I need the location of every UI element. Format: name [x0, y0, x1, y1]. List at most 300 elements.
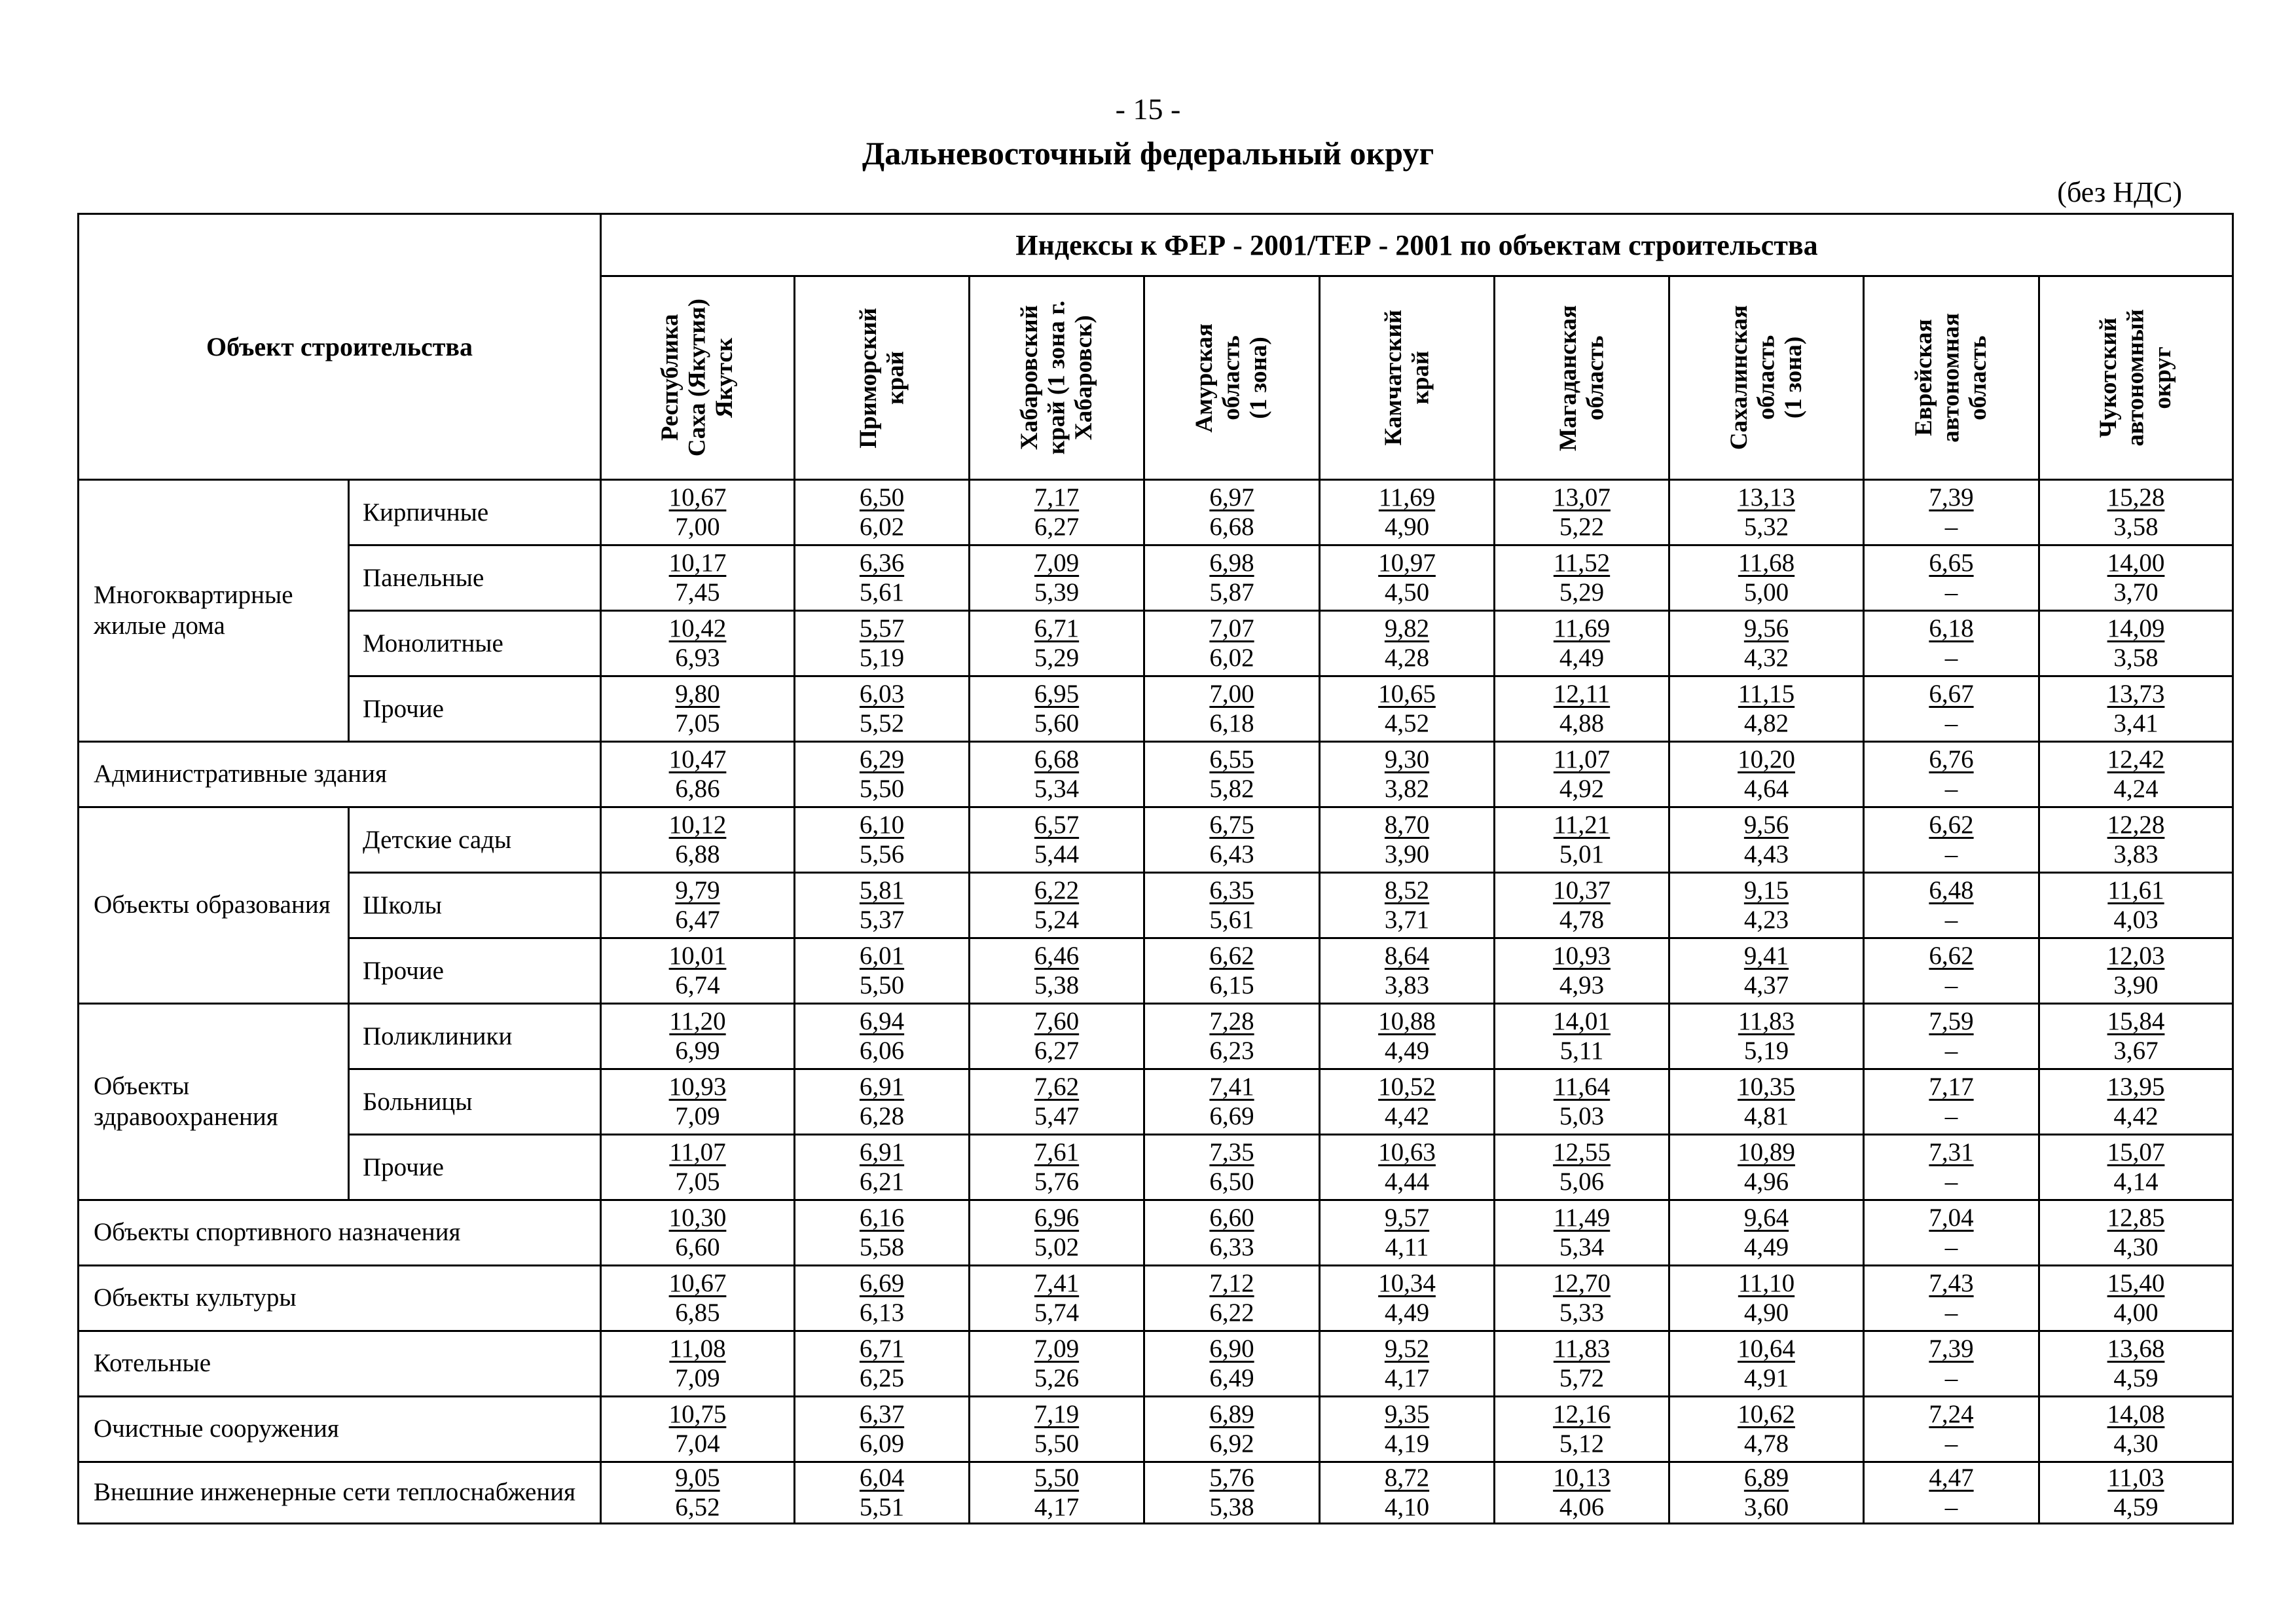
index-value-top: 14,08	[2107, 1399, 2165, 1428]
index-cell	[970, 1135, 1144, 1200]
index-value-bottom: 4,49	[1743, 1232, 1789, 1261]
index-cell	[1864, 1266, 2039, 1331]
index-value-top: 11,69	[1553, 614, 1611, 642]
column-header	[1495, 276, 1669, 480]
index-value-top: 6,90	[1209, 1334, 1254, 1363]
index-cell	[2039, 1200, 2233, 1266]
index-value-bottom: 7,05	[675, 709, 720, 737]
index-value-bottom: 5,11	[1559, 1036, 1604, 1065]
index-value-top: 7,43	[1929, 1268, 1974, 1297]
index-value-bottom: 5,03	[1559, 1101, 1605, 1130]
index-cell	[795, 480, 970, 545]
index-value-top: 12,03	[2107, 941, 2165, 970]
table-row	[79, 1266, 2233, 1331]
index-value-top: 6,18	[1929, 614, 1974, 642]
index-value-top: 6,71	[859, 1334, 905, 1363]
index-cell	[2039, 938, 2233, 1004]
index-value-bottom: 5,50	[859, 970, 905, 999]
index-cell	[1320, 1462, 1495, 1524]
index-value-bottom: 7,09	[675, 1363, 720, 1392]
index-cell	[1864, 676, 2039, 742]
index-value-bottom: 6,50	[1209, 1167, 1254, 1196]
index-value-bottom: 4,28	[1384, 643, 1430, 672]
index-value-top: 6,97	[1209, 483, 1254, 511]
index-value-top: 10,42	[668, 614, 727, 642]
index-value-top: 12,42	[2107, 745, 2165, 773]
index-value-top: 10,93	[668, 1072, 727, 1101]
index-value-bottom: 7,00	[675, 512, 720, 541]
index-value-bottom: 4,00	[2113, 1298, 2159, 1327]
index-value-top: 7,24	[1929, 1399, 1974, 1428]
index-cell	[1864, 1331, 2039, 1397]
index-value-bottom: 7,09	[675, 1101, 720, 1130]
index-value-bottom: 5,19	[1743, 1036, 1789, 1065]
index-value-bottom: 6,86	[675, 774, 720, 803]
row-label: Объекты спортивного назначения	[79, 1200, 601, 1266]
index-value-bottom: 6,68	[1209, 512, 1254, 541]
index-value-top: 11,07	[669, 1137, 726, 1166]
index-value-top: 10,13	[1553, 1463, 1611, 1492]
index-value-top: 10,35	[1738, 1072, 1795, 1101]
index-value-bottom: 4,17	[1384, 1363, 1430, 1392]
index-cell	[1320, 1397, 1495, 1462]
subgroup-label: Прочие	[349, 1135, 601, 1200]
index-value-bottom: 5,32	[1743, 512, 1789, 541]
index-value-bottom: –	[1944, 774, 1958, 803]
index-value-top: 11,20	[669, 1006, 726, 1035]
index-value-top: 10,62	[1738, 1399, 1795, 1428]
index-value-bottom: 6,21	[859, 1167, 905, 1196]
index-cell	[1669, 1069, 1864, 1135]
subgroup-label: Больницы	[349, 1069, 601, 1135]
column-header-label: Еврейская автономная область	[1910, 313, 1992, 443]
index-value-top: 6,76	[1929, 745, 1974, 773]
index-value-top: 13,07	[1553, 483, 1611, 511]
index-value-bottom: 6,85	[675, 1298, 720, 1327]
index-value-top: 13,68	[2107, 1334, 2165, 1363]
index-value-bottom: 6,22	[1209, 1298, 1254, 1327]
index-value-top: 12,28	[2107, 810, 2165, 839]
index-cell	[795, 1331, 970, 1397]
index-cell	[970, 480, 1144, 545]
subgroup-label: Школы	[349, 873, 601, 938]
index-cell	[1864, 742, 2039, 807]
index-cell	[970, 873, 1144, 938]
index-cell	[1320, 1069, 1495, 1135]
index-cell	[2039, 1331, 2233, 1397]
index-cell	[1144, 938, 1320, 1004]
index-value-bottom: 5,74	[1034, 1298, 1080, 1327]
index-value-top: 4,47	[1929, 1463, 1974, 1492]
row-label: Административные здания	[79, 742, 601, 807]
index-value-bottom: 5,19	[859, 643, 905, 672]
column-header-label: Магаданская область	[1554, 304, 1609, 451]
index-cell	[1864, 545, 2039, 611]
index-value-top: 7,28	[1209, 1006, 1254, 1035]
index-cell	[1144, 1135, 1320, 1200]
index-cell	[970, 807, 1144, 873]
index-value-bottom: 3,83	[2113, 840, 2159, 868]
index-cell	[795, 545, 970, 611]
subgroup-label: Прочие	[349, 676, 601, 742]
index-value-bottom: 4,44	[1384, 1167, 1430, 1196]
index-value-top: 12,11	[1553, 679, 1611, 708]
table-row	[79, 1069, 2233, 1135]
index-value-top: 7,39	[1929, 1334, 1974, 1363]
index-value-top: 9,05	[675, 1463, 720, 1492]
index-cell	[1495, 1462, 1669, 1524]
index-cell	[2039, 611, 2233, 676]
index-value-top: 6,03	[859, 679, 905, 708]
index-cell	[795, 611, 970, 676]
index-value-top: 11,69	[1378, 483, 1436, 511]
index-cell	[1320, 1200, 1495, 1266]
index-cell	[2039, 1462, 2233, 1524]
index-cell	[1495, 1397, 1669, 1462]
index-cell	[601, 742, 795, 807]
index-value-bottom: 5,29	[1034, 643, 1080, 672]
index-value-bottom: 4,92	[1559, 774, 1605, 803]
index-value-bottom: 3,58	[2113, 643, 2159, 672]
index-cell	[601, 480, 795, 545]
row-label: Очистные сооружения	[79, 1397, 601, 1462]
index-cell	[601, 1069, 795, 1135]
index-cell	[1495, 742, 1669, 807]
index-value-bottom: 5,60	[1034, 709, 1080, 737]
index-value-bottom: –	[1944, 905, 1958, 934]
index-value-top: 7,41	[1034, 1268, 1080, 1297]
index-value-top: 7,62	[1034, 1072, 1080, 1101]
index-value-top: 13,73	[2107, 679, 2165, 708]
index-value-top: 6,96	[1034, 1203, 1080, 1232]
index-value-bottom: 4,96	[1743, 1167, 1789, 1196]
table-row	[79, 480, 2233, 545]
index-value-top: 6,95	[1034, 679, 1080, 708]
index-value-top: 11,03	[2107, 1463, 2164, 1492]
index-value-top: 9,35	[1384, 1399, 1430, 1428]
index-cell	[601, 1135, 795, 1200]
index-value-top: 10,89	[1738, 1137, 1795, 1166]
index-value-top: 6,75	[1209, 810, 1254, 839]
group-label: Объекты образования	[79, 807, 349, 1004]
index-cell	[1320, 742, 1495, 807]
table-row	[79, 1397, 2233, 1462]
index-value-bottom: –	[1944, 643, 1958, 672]
index-value-bottom: 6,92	[1209, 1429, 1254, 1458]
index-cell	[970, 611, 1144, 676]
index-value-bottom: 4,59	[2113, 1363, 2159, 1392]
index-value-bottom: 4,88	[1559, 709, 1605, 737]
index-value-top: 7,61	[1034, 1137, 1080, 1166]
index-cell	[795, 1135, 970, 1200]
index-value-bottom: 5,02	[1034, 1232, 1080, 1261]
table-row	[79, 1200, 2233, 1266]
index-value-bottom: 4,49	[1384, 1036, 1430, 1065]
index-value-top: 6,94	[859, 1006, 905, 1035]
index-value-top: 6,91	[859, 1072, 905, 1101]
index-value-bottom: 6,23	[1209, 1036, 1254, 1065]
index-value-bottom: 4,19	[1384, 1429, 1430, 1458]
index-cell	[601, 938, 795, 1004]
index-cell	[970, 1004, 1144, 1069]
index-value-top: 15,40	[2107, 1268, 2165, 1297]
index-value-bottom: 4,14	[2113, 1167, 2159, 1196]
index-value-bottom: 6,52	[675, 1492, 720, 1521]
table-row	[79, 611, 2233, 676]
index-value-top: 7,59	[1929, 1006, 1974, 1035]
index-value-bottom: 4,64	[1743, 774, 1789, 803]
index-cell	[1669, 1397, 1864, 1462]
index-cell	[1144, 873, 1320, 938]
index-cell	[795, 807, 970, 873]
index-cell	[1864, 1200, 2039, 1266]
index-cell	[1495, 873, 1669, 938]
index-value-top: 6,50	[859, 483, 905, 511]
table-row	[79, 1004, 2233, 1069]
index-value-top: 9,82	[1384, 614, 1430, 642]
index-cell	[1320, 545, 1495, 611]
index-value-top: 15,28	[2107, 483, 2165, 511]
index-value-bottom: 3,41	[2113, 709, 2159, 737]
index-value-top: 10,34	[1378, 1268, 1436, 1297]
index-value-bottom: 3,90	[1384, 840, 1430, 868]
column-header	[601, 276, 795, 480]
index-value-bottom: 6,27	[1034, 512, 1080, 541]
index-cell	[1144, 480, 1320, 545]
row-label: Объекты культуры	[79, 1266, 601, 1331]
table-row	[79, 742, 2233, 807]
index-value-bottom: 4,17	[1034, 1492, 1080, 1521]
index-value-bottom: –	[1944, 840, 1958, 868]
index-value-top: 11,52	[1553, 548, 1611, 577]
index-cell	[795, 676, 970, 742]
index-value-top: 10,47	[668, 745, 727, 773]
index-value-top: 7,19	[1034, 1399, 1080, 1428]
index-cell	[1320, 938, 1495, 1004]
index-value-top: 7,60	[1034, 1006, 1080, 1035]
index-value-bottom: 4,42	[2113, 1101, 2159, 1130]
index-cell	[1864, 1004, 2039, 1069]
index-value-bottom: 5,87	[1209, 578, 1254, 606]
index-cell	[1669, 1135, 1864, 1200]
index-value-top: 11,61	[2107, 876, 2164, 904]
index-value-bottom: 6,88	[675, 840, 720, 868]
index-value-bottom: 6,43	[1209, 840, 1254, 868]
index-value-top: 6,46	[1034, 941, 1080, 970]
index-cell	[970, 545, 1144, 611]
index-value-top: 5,76	[1209, 1463, 1254, 1492]
index-cell	[1144, 1266, 1320, 1331]
index-cell	[1864, 938, 2039, 1004]
index-value-top: 5,81	[859, 876, 905, 904]
index-cell	[1320, 1266, 1495, 1331]
index-value-bottom: 4,43	[1743, 840, 1789, 868]
index-value-bottom: 5,26	[1034, 1363, 1080, 1392]
index-value-top: 11,10	[1738, 1268, 1795, 1297]
index-value-bottom: –	[1944, 970, 1958, 999]
index-value-bottom: 7,45	[675, 578, 720, 606]
index-cell	[970, 1266, 1144, 1331]
index-value-top: 7,09	[1034, 1334, 1080, 1363]
subgroup-label: Поликлиники	[349, 1004, 601, 1069]
index-value-bottom: 6,27	[1034, 1036, 1080, 1065]
index-value-bottom: 5,61	[859, 578, 905, 606]
index-value-top: 13,13	[1738, 483, 1795, 511]
index-value-top: 12,16	[1553, 1399, 1611, 1428]
index-value-top: 6,36	[859, 548, 905, 577]
page-title: Дальневосточный федеральный округ	[862, 135, 1434, 172]
index-value-bottom: –	[1944, 709, 1958, 737]
index-value-top: 10,97	[1378, 548, 1436, 577]
index-value-top: 15,84	[2107, 1006, 2165, 1035]
index-cell	[601, 873, 795, 938]
column-header-label: Приморский край	[854, 307, 909, 449]
table-row	[79, 545, 2233, 611]
index-value-top: 11,21	[1553, 810, 1611, 839]
index-value-bottom: 6,74	[675, 970, 720, 999]
index-value-bottom: 5,33	[1559, 1298, 1605, 1327]
index-value-top: 7,04	[1929, 1203, 1974, 1232]
column-header-label: Республика Саха (Якутия) Якутск	[657, 299, 738, 457]
row-label: Котельные	[79, 1331, 601, 1397]
index-value-top: 6,10	[859, 810, 905, 839]
index-value-bottom: 3,83	[1384, 970, 1430, 999]
index-cell	[1495, 611, 1669, 676]
index-cell	[1320, 1135, 1495, 1200]
index-cell	[1495, 545, 1669, 611]
column-header	[1320, 276, 1495, 480]
index-value-bottom: 4,50	[1384, 578, 1430, 606]
index-value-bottom: 6,15	[1209, 970, 1254, 999]
index-cell	[1144, 1331, 1320, 1397]
index-cell	[601, 1004, 795, 1069]
index-value-bottom: 6,49	[1209, 1363, 1254, 1392]
index-value-bottom: 3,90	[2113, 970, 2159, 999]
index-value-top: 10,67	[668, 1268, 727, 1297]
index-cell	[1669, 1266, 1864, 1331]
index-value-top: 10,65	[1378, 679, 1436, 708]
index-value-bottom: 3,82	[1384, 774, 1430, 803]
index-value-top: 11,07	[1553, 745, 1611, 773]
column-header-label: Хабаровский край (1 зона г. Хабаровск)	[1015, 301, 1097, 455]
index-cell	[601, 1331, 795, 1397]
index-value-top: 6,65	[1929, 548, 1974, 577]
index-cell	[601, 1266, 795, 1331]
index-cell	[1320, 676, 1495, 742]
vat-note: (без НДС)	[2057, 176, 2182, 208]
index-value-bottom: 5,52	[859, 709, 905, 737]
table-row	[79, 938, 2233, 1004]
index-cell	[1495, 1135, 1669, 1200]
subgroup-label: Кирпичные	[349, 480, 601, 545]
index-value-bottom: 4,32	[1743, 643, 1789, 672]
index-value-top: 10,93	[1553, 941, 1611, 970]
index-value-bottom: –	[1944, 1232, 1958, 1261]
index-value-bottom: 6,09	[859, 1429, 905, 1458]
index-value-bottom: 5,61	[1209, 905, 1254, 934]
index-value-top: 10,20	[1738, 745, 1795, 773]
index-cell	[2039, 1069, 2233, 1135]
index-value-top: 7,09	[1034, 548, 1080, 577]
table-row	[79, 1331, 2233, 1397]
index-value-bottom: 6,47	[675, 905, 720, 934]
index-value-bottom: 5,50	[1034, 1429, 1080, 1458]
index-value-top: 11,83	[1738, 1006, 1795, 1035]
index-value-bottom: 4,82	[1743, 709, 1789, 737]
index-cell	[795, 1397, 970, 1462]
index-cell	[1864, 807, 2039, 873]
index-cell	[2039, 742, 2233, 807]
index-value-bottom: 4,24	[2113, 774, 2159, 803]
index-cell	[2039, 480, 2233, 545]
index-cell	[1144, 1462, 1320, 1524]
index-cell	[1669, 676, 1864, 742]
index-value-top: 7,39	[1929, 483, 1974, 511]
index-cell	[1495, 480, 1669, 545]
index-cell	[1864, 480, 2039, 545]
index-cell	[795, 873, 970, 938]
index-value-top: 12,70	[1553, 1268, 1611, 1297]
index-value-top: 7,41	[1209, 1072, 1254, 1101]
index-value-bottom: 6,93	[675, 643, 720, 672]
index-value-bottom: 5,82	[1209, 774, 1254, 803]
index-value-bottom: –	[1944, 1036, 1958, 1065]
index-value-bottom: 5,01	[1559, 840, 1605, 868]
index-value-bottom: 4,03	[2113, 905, 2159, 934]
index-value-bottom: 6,33	[1209, 1232, 1254, 1261]
index-cell	[1144, 676, 1320, 742]
index-value-top: 6,01	[859, 941, 905, 970]
index-value-bottom: 6,06	[859, 1036, 905, 1065]
index-value-bottom: –	[1944, 1101, 1958, 1130]
index-value-bottom: –	[1944, 1492, 1958, 1521]
index-value-bottom: 5,38	[1034, 970, 1080, 999]
index-value-top: 11,83	[1553, 1334, 1611, 1363]
index-cell	[970, 1200, 1144, 1266]
index-value-top: 6,62	[1209, 941, 1254, 970]
index-value-bottom: 4,81	[1743, 1101, 1789, 1130]
index-value-bottom: 4,91	[1743, 1363, 1789, 1392]
index-value-top: 10,01	[668, 941, 727, 970]
index-cell	[601, 611, 795, 676]
column-header-label: Чукотский автономный округ	[2095, 309, 2177, 447]
table-row	[79, 1135, 2233, 1200]
index-cell	[1669, 742, 1864, 807]
index-value-top: 9,80	[675, 679, 720, 708]
index-value-top: 9,57	[1384, 1203, 1430, 1232]
index-value-bottom: 6,69	[1209, 1101, 1254, 1130]
index-cell	[1864, 611, 2039, 676]
index-value-top: 8,64	[1384, 941, 1430, 970]
index-value-top: 11,15	[1738, 679, 1795, 708]
subgroup-label: Детские сады	[349, 807, 601, 873]
index-value-top: 11,49	[1553, 1203, 1611, 1232]
index-value-bottom: 5,39	[1034, 578, 1080, 606]
index-value-top: 10,30	[668, 1203, 727, 1232]
index-value-bottom: 6,60	[675, 1232, 720, 1261]
index-value-bottom: 4,30	[2113, 1232, 2159, 1261]
row-label: Внешние инженерные сети теплоснабжения	[79, 1462, 601, 1524]
index-value-top: 10,12	[668, 810, 727, 839]
index-cell	[795, 742, 970, 807]
index-cell	[1144, 742, 1320, 807]
index-value-bottom: –	[1944, 512, 1958, 541]
index-value-bottom: 5,47	[1034, 1101, 1080, 1130]
index-value-top: 13,95	[2107, 1072, 2165, 1101]
subgroup-label: Прочие	[349, 938, 601, 1004]
index-value-top: 10,75	[668, 1399, 727, 1428]
index-cell	[1669, 545, 1864, 611]
